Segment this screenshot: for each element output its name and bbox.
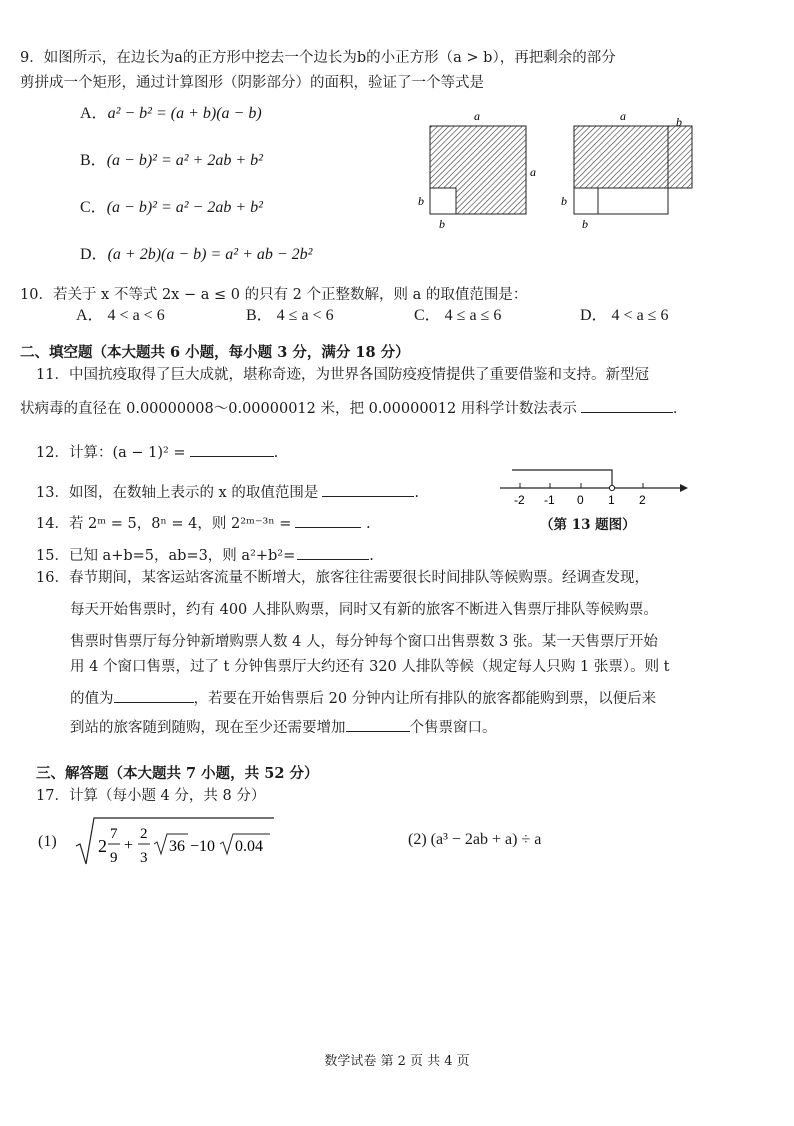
q9-figure — [410, 108, 710, 238]
q17-stem: 17．计算（每小题 4 分，共 8 分） — [36, 788, 266, 804]
minus-ten: −10 — [190, 838, 216, 855]
fig2-label-b-left: b — [561, 194, 567, 208]
q16-line4: 用 4 个窗口售票，过了 t 分钟售票厅大约还有 320 人排队等候（规定每人只购 1 张票）。则 t — [70, 659, 670, 675]
q15: 15．已知 a+b=5，ab=3，则 a²+b²= . — [36, 545, 374, 566]
q11-answer-blank[interactable] — [581, 398, 673, 413]
tick-label-neg2: -2 — [514, 493, 525, 507]
q10-option-b[interactable]: B． 4 ≤ a < 6 — [246, 307, 334, 324]
fig2-label-b-bottom: b — [582, 217, 588, 231]
q17-part2: (2) (a³ − 2ab + a) ÷ a — [408, 831, 542, 848]
page-footer: 数学试卷 第 2 页 共 4 页 — [324, 1054, 470, 1069]
q12: 12．计算：(a − 1)² = . — [36, 442, 278, 463]
q13: 13．如图，在数轴上表示的 x 的取值范围是 . — [36, 482, 419, 503]
frac2-den: 3 — [140, 850, 148, 866]
q10-stem: 10．若关于 x 不等式 2x − a ≤ 0 的只有 2 个正整数解，则 a 的取值范围是： — [20, 287, 528, 303]
q10-option-a[interactable]: A． 4 < a < 6 — [76, 307, 165, 324]
tick-label-1: 1 — [608, 493, 615, 507]
q12-answer-blank[interactable] — [190, 442, 274, 457]
section-3-heading: 三、解答题（本大题共 7 小题，共 52 分） — [36, 765, 319, 782]
open-endpoint — [609, 485, 614, 490]
frac2-num: 2 — [140, 826, 148, 842]
q9-option-c[interactable]: C．(a − b)² = a² − 2ab + b² — [80, 199, 263, 216]
tick-label-0: 0 — [577, 493, 584, 507]
q14: 14．若 2ᵐ = 5，8ⁿ = 4，则 2²ᵐ⁻³ⁿ = . — [36, 513, 371, 534]
q13-answer-blank[interactable] — [322, 482, 414, 497]
rect-bottom-strip — [574, 188, 668, 214]
q16-line2: 每天开始售票时，约有 400 人排队购票，同时又有新的旅客不断进入售票厅排队等候购票。 — [70, 602, 658, 618]
small-square-cutout — [430, 188, 456, 214]
tick-label-2: 2 — [639, 493, 646, 507]
q14-answer-blank[interactable] — [295, 513, 361, 528]
mixed-int: 2 — [98, 836, 107, 856]
q16-answer-blank-windows[interactable] — [346, 717, 410, 732]
frac1-den: 9 — [110, 850, 118, 866]
fig-label-a-top: a — [474, 109, 480, 123]
q16-answer-blank-t[interactable] — [114, 688, 194, 703]
q13-number-line — [500, 462, 690, 512]
radicand-004: 0.04 — [235, 838, 263, 855]
plus-sign: + — [124, 837, 134, 854]
range-indicator — [512, 470, 612, 485]
fig2-label-b-top: b — [676, 115, 682, 129]
q16-line6: 到站的旅客随到随购，现在至少还需要增加 个售票窗口。 — [70, 717, 497, 738]
q16-line3: 售票时售票厅每分钟新增购票人数 4 人，每分钟每个窗口出售票数 3 张。某一天售票厅开始 — [70, 634, 658, 650]
tick-label-neg1: -1 — [544, 493, 555, 507]
q16-line5: 的值为 ，若要在开始售票后 20 分钟内让所有排队的旅客都能购到票，以便后来 — [70, 688, 656, 709]
q16-line1: 16．春节期间，某客运站客流量不断增大，旅客往往需要很长时间排队等候购票。经调查发现， — [36, 570, 649, 586]
fig2-label-a: a — [620, 109, 626, 123]
section-2-heading: 二、填空题（本大题共 6 小题，每小题 3 分，满分 18 分） — [20, 344, 410, 361]
q17-part1-label: (1) — [38, 833, 57, 850]
fig-label-b-left: b — [418, 194, 424, 208]
q9-stem-line1: 9．如图所示，在边长为a的正方形中挖去一个边长为b的小正方形（a > b），再把剩余的部分 — [20, 50, 616, 66]
fig-label-a-right: a — [530, 165, 536, 179]
radicand-36: 36 — [169, 838, 185, 855]
q13-figure-caption: （第 13 题图） — [540, 517, 636, 533]
q9-option-a[interactable]: A．a² − b² = (a + b)(a − b) — [80, 105, 262, 122]
q9-option-d[interactable]: D．(a + 2b)(a − b) = a² + ab − 2b² — [80, 246, 313, 263]
q15-answer-blank[interactable] — [297, 545, 369, 560]
frac1-num: 7 — [110, 826, 118, 842]
fig-label-b-bottom: b — [439, 217, 445, 231]
q11-line1: 11．中国抗疫取得了巨大成就，堪称奇迹，为世界各国防疫疫情提供了重要借鉴和支持。新型冠 — [36, 367, 649, 383]
q9-option-b[interactable]: B．(a − b)² = a² + 2ab + b² — [80, 152, 263, 169]
q9-stem-line2: 剪拼成一个矩形，通过计算图形（阴影部分）的面积，验证了一个等式是 — [20, 75, 484, 91]
q17-part1-expression — [74, 812, 284, 872]
q10-option-c[interactable]: C． 4 ≤ a ≤ 6 — [414, 307, 502, 324]
rect-shaded — [574, 126, 692, 188]
q11-line2: 状病毒的直径在 0.00000008～0.00000012 米，把 0.00000012 用科学计数法表示 ． — [20, 398, 687, 419]
q10-option-d[interactable]: D． 4 < a ≤ 6 — [580, 307, 669, 324]
